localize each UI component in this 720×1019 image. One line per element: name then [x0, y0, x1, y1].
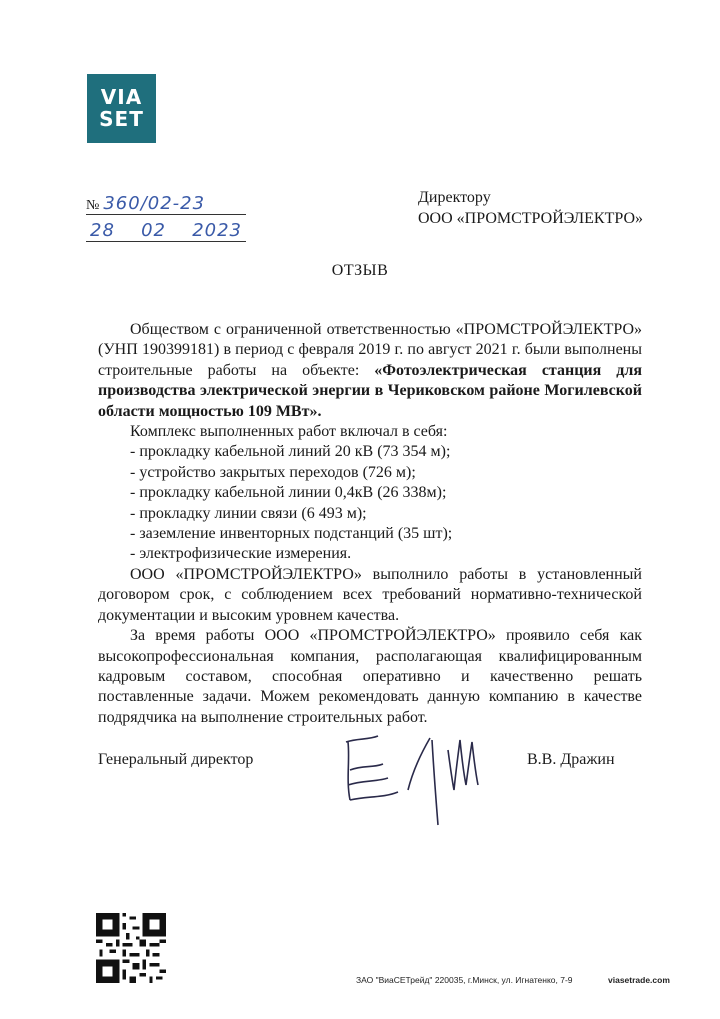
list-item: - электрофизические измерения. [130, 545, 352, 563]
company-logo [87, 74, 156, 143]
list-item: - прокладку кабельной линий 20 кВ (73 354 м); [130, 443, 451, 461]
paragraph-1 [98, 320, 642, 422]
list-item: - устройство закрытых переходов (726 м); [130, 463, 416, 481]
signatory-position: Генеральный директор [98, 751, 254, 768]
footer-website: viasetrade.com [608, 975, 670, 985]
addressee-line-2: ООО «ПРОМСТРОЙЭЛЕКТРО» [418, 210, 644, 227]
logo-line-2: SET [99, 107, 144, 131]
list-item: - прокладку линии связи (6 493 м); [130, 504, 367, 522]
registration-number: 360/02-23 [103, 193, 206, 214]
number-label: № [86, 198, 100, 213]
addressee-line-1: Директору [418, 189, 491, 206]
paragraph-1-text: Обществом с ограниченной ответственностью «ПРОМСТРОЙЭЛЕКТРО» (УНП 190399181) в период с февраля 2019 г. по август 2021 г. были выполнены строительные работы на объекте: [98, 321, 642, 379]
date-month: 02 [141, 220, 166, 241]
works-intro: Комплекс выполненных работ включал в себя: [130, 423, 448, 441]
page-footer [356, 975, 670, 985]
qr-code [96, 913, 166, 983]
works-list [98, 442, 642, 564]
paragraph-3: За время работы ООО «ПРОМСТРОЙЭЛЕКТРО» проявило себя как высокопрофессиональная компания, располагающая квалифицированным кадровым составом, способная оперативно и качественно решать поставленные задачи. Можем рекомендовать данную компанию в качестве подрядчика на выполнение строительных работ. [98, 627, 642, 726]
registration-block [86, 190, 246, 242]
project-name: «Фотоэлектрическая станция для производства электрической энергии в Чериковском районе Могилевской области мощностью 109 МВт». [98, 361, 643, 420]
footer-company-address: ЗАО "ВиаСЕТрейд" 220035, г.Минск, ул. Игнатенко, 7-9 [356, 975, 573, 985]
date-year: 2023 [192, 220, 242, 241]
list-item: - прокладку кабельной линии 0,4кВ (26 338м); [130, 484, 447, 502]
addressee-block [418, 187, 643, 229]
letter-body [98, 320, 642, 728]
list-item: - заземление инвенторных подстанций (35 шт); [130, 525, 453, 543]
registration-date-line [86, 215, 246, 242]
logo-line-1: VIA [100, 85, 143, 109]
date-day: 28 [90, 220, 115, 241]
signatory-name: В.В. Дражин [527, 751, 615, 768]
registration-number-line [86, 190, 246, 215]
handwritten-signature [338, 730, 508, 830]
document-title: ОТЗЫВ [331, 262, 389, 279]
paragraph-2: ООО «ПРОМСТРОЙЭЛЕКТРО» выполнило работы в установленный договором срок, с соблюдением всех требований нормативно-технической документации и высоким уровнем качества. [98, 565, 642, 624]
